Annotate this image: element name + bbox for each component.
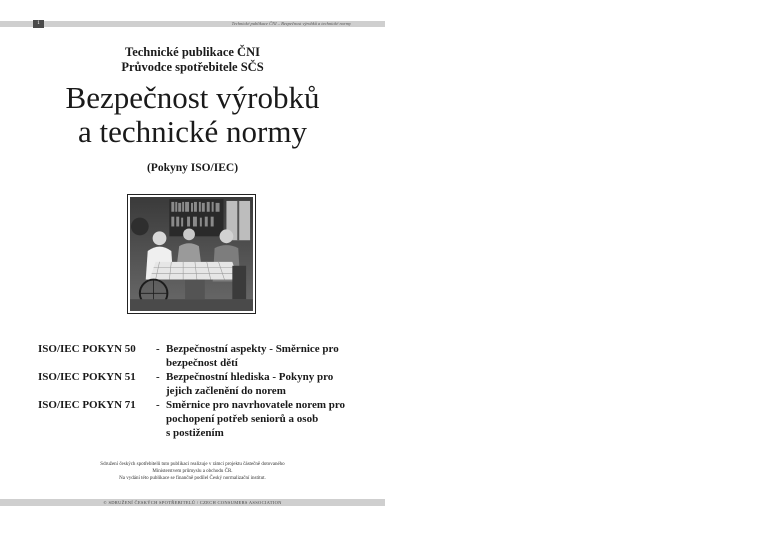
- subtitle-line-1: Technické publikace ČNI: [125, 45, 260, 59]
- norm-desc-line: Bezpečnostní hlediska - Pokyny pro: [166, 371, 334, 383]
- norm-desc-line: jejich začlenění do norem: [166, 385, 286, 397]
- norm-row: [38, 342, 368, 370]
- footer-text: © SDRUŽENÍ ČESKÝCH SPOTŘEBITELŮ / CZECH CONSUMERS ASSOCIATION: [103, 500, 282, 505]
- norm-desc-line: pochopení potřeb seniorů a osob: [166, 413, 319, 425]
- norm-desc-line: Bezpečnostní aspekty - Směrnice pro: [166, 343, 339, 355]
- norm-code: ISO/IEC POKYN 71: [38, 399, 136, 411]
- norm-code: ISO/IEC POKYN 50: [38, 343, 136, 355]
- footnote-line-2: Ministerstvem průmyslu a obchodu ČR.: [152, 469, 233, 474]
- page-number: 1: [33, 20, 44, 28]
- cover-photo: [127, 194, 256, 314]
- subtitle-line-2: Průvodce spotřebitele SČS: [121, 60, 264, 74]
- footnote-line-3: Na vydání této publikace se finančně podílel Český normalizační institut.: [119, 476, 266, 481]
- norm-list: [38, 342, 368, 440]
- norm-row: [38, 370, 368, 398]
- norm-dash: -: [156, 343, 160, 355]
- norm-desc-line: s postižením: [166, 427, 224, 439]
- norm-dash: -: [156, 371, 160, 383]
- norm-row: [38, 398, 368, 440]
- norm-desc-line: Směrnice pro navrhovatele norem pro: [166, 399, 346, 411]
- photo-seniors-at-table-icon: [130, 197, 253, 311]
- footnote-line-1: Sdružení českých spotřebitelů tuto publikaci realizuje v rámci projektu částečně dotovaného: [100, 462, 285, 467]
- main-title-line-2: a technické normy: [78, 114, 307, 149]
- norm-dash: -: [156, 399, 160, 411]
- running-title: Technické publikace ČNI – Bezpečnost výrobků a technické normy: [231, 21, 351, 26]
- pokyny-label: (Pokyny ISO/IEC): [146, 162, 239, 174]
- norm-desc-line: bezpečnost dětí: [166, 357, 238, 369]
- norm-code: ISO/IEC POKYN 51: [38, 371, 136, 383]
- main-title-line-1: Bezpečnost výrobků: [65, 80, 320, 115]
